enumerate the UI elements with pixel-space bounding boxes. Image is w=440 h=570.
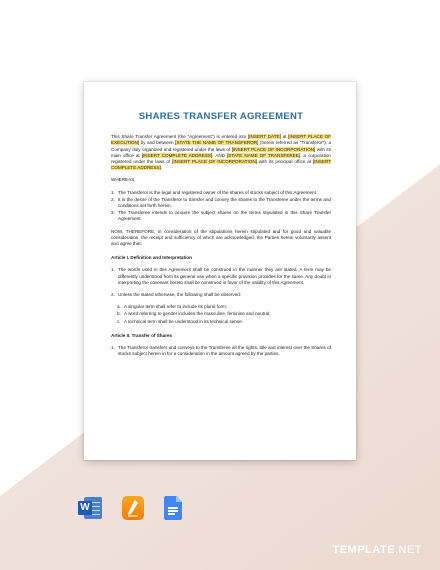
item-text: A word referring to gender includes the masculine, feminine and neutral; — [124, 311, 271, 317]
whereas-label: WHEREAS, — [111, 177, 136, 183]
article-1-list — [111, 267, 331, 286]
intro-text: with its principal office at — [256, 159, 313, 165]
item-letter: c. — [117, 318, 121, 324]
item-letter: b. — [117, 311, 121, 317]
item-number: 2. — [111, 196, 115, 202]
list-item — [117, 311, 331, 317]
brand-logo[interactable] — [332, 544, 422, 556]
item-text: The Transferor transfers and conveys to the Transferee all the rights, title and interest over the Shares of stocks subject herein in for a consideration in the amount agreed by the parties. — [118, 345, 331, 357]
list-item — [111, 210, 331, 222]
article-1-list-2 — [111, 292, 331, 298]
placeholder-highlight: [STATE NAME OF TRANSFEREE] — [226, 152, 301, 158]
list-item — [111, 345, 331, 357]
document-title: SHARES TRANSFER AGREEMENT — [138, 111, 304, 122]
article-1-sublist — [117, 304, 331, 325]
item-number: 1. — [111, 345, 115, 351]
article-1-heading: Article I. Definition and Interpretation — [111, 255, 192, 261]
intro-text: by and between — [139, 140, 176, 146]
list-item — [111, 267, 331, 286]
intro-text: , AND — [212, 152, 227, 158]
list-item — [111, 190, 331, 196]
google-docs-fold — [176, 496, 182, 502]
intro-text: (herein referred as "Transferor"), a Company duly organized and registered under the laws of — [111, 140, 331, 152]
intro-text: , a corporation registered under the laws of — [111, 152, 331, 165]
placeholder-highlight: [INSERT DATE] — [248, 134, 281, 140]
placeholder-highlight: [STATE THE NAME OF TRANSFEROR] — [175, 140, 259, 146]
item-number: 2. — [111, 292, 115, 298]
placeholder-highlight: [INSERT PLACE OF INCORPORATION] — [231, 146, 316, 152]
intro-text: with its main office at — [111, 146, 331, 158]
brand-name: TEMPLATE — [332, 544, 395, 556]
word-icon[interactable] — [78, 497, 102, 519]
item-text: It is the desire of the Transferor to transfer and convey the shares to the Transferee under the terms and conditions set forth herein. — [118, 196, 331, 209]
now-therefore-paragraph: NOW, THEREFORE, in consideration of the stipulations herein stipulated and for good and valuable consideration, the receipt and sufficiency of which are acknowledged, the Parties herein voluntarily assent and agree that: — [111, 228, 331, 247]
placeholder-highlight: [INSERT COMPLETE ADDRESS] — [141, 152, 213, 158]
item-letter: a. — [117, 304, 121, 310]
list-item — [111, 197, 331, 209]
item-number: 1. — [111, 189, 115, 195]
pen-icon — [126, 499, 140, 517]
intro-text: at — [280, 134, 289, 140]
item-text: Unless the stated otherwise, the following shall be observed: — [118, 292, 242, 298]
item-text: The Transferee intends to acquire the subject shares on the terms stipulated in this Share Transfer Agreement. — [118, 210, 331, 222]
format-icons — [78, 496, 182, 520]
item-text: A singular term shall refer to include its plural form; — [124, 304, 228, 310]
intro-paragraph — [111, 134, 331, 171]
brand-suffix: .NET — [394, 544, 422, 556]
word-icon-letter: W — [78, 501, 92, 515]
list-item — [111, 292, 331, 298]
item-text: The Transferor is the legal and registered owner of the shares of stocks subject of this Agreement. — [118, 189, 318, 195]
item-number: 3. — [111, 210, 115, 216]
article-2-list — [111, 345, 331, 357]
item-text: A technical term shall be understood in its technical sense. — [124, 318, 243, 324]
pages-icon[interactable] — [122, 496, 144, 520]
article-2-heading: Article II. Transfer of Shares — [111, 332, 173, 338]
list-item — [117, 319, 331, 325]
placeholder-highlight: [INSERT PLACE OF EXECUTION] — [111, 134, 332, 146]
item-text: The words used in this Agreement shall be construed in the manner they are stated. A term may be differently understood from its general use when a specific provision provides for the same. Any doubt in interpreting the covenant hereto shall be construed in favor of the validity of this Agreement. — [118, 267, 331, 285]
item-number: 1. — [111, 267, 115, 273]
google-docs-icon[interactable] — [164, 496, 182, 520]
list-item — [117, 304, 331, 310]
intro-text: This Share Transfer Agreement (the "Agreement") is entered into — [111, 134, 248, 140]
whereas-list — [111, 190, 331, 223]
intro-text: . — [160, 165, 163, 171]
document-page — [84, 82, 356, 460]
document-body — [111, 111, 332, 363]
placeholder-highlight: [INSERT COMPLETE ADDRESS] — [111, 159, 331, 171]
placeholder-highlight: [INSERT PLACE OF INCORPORATION] — [172, 159, 257, 165]
